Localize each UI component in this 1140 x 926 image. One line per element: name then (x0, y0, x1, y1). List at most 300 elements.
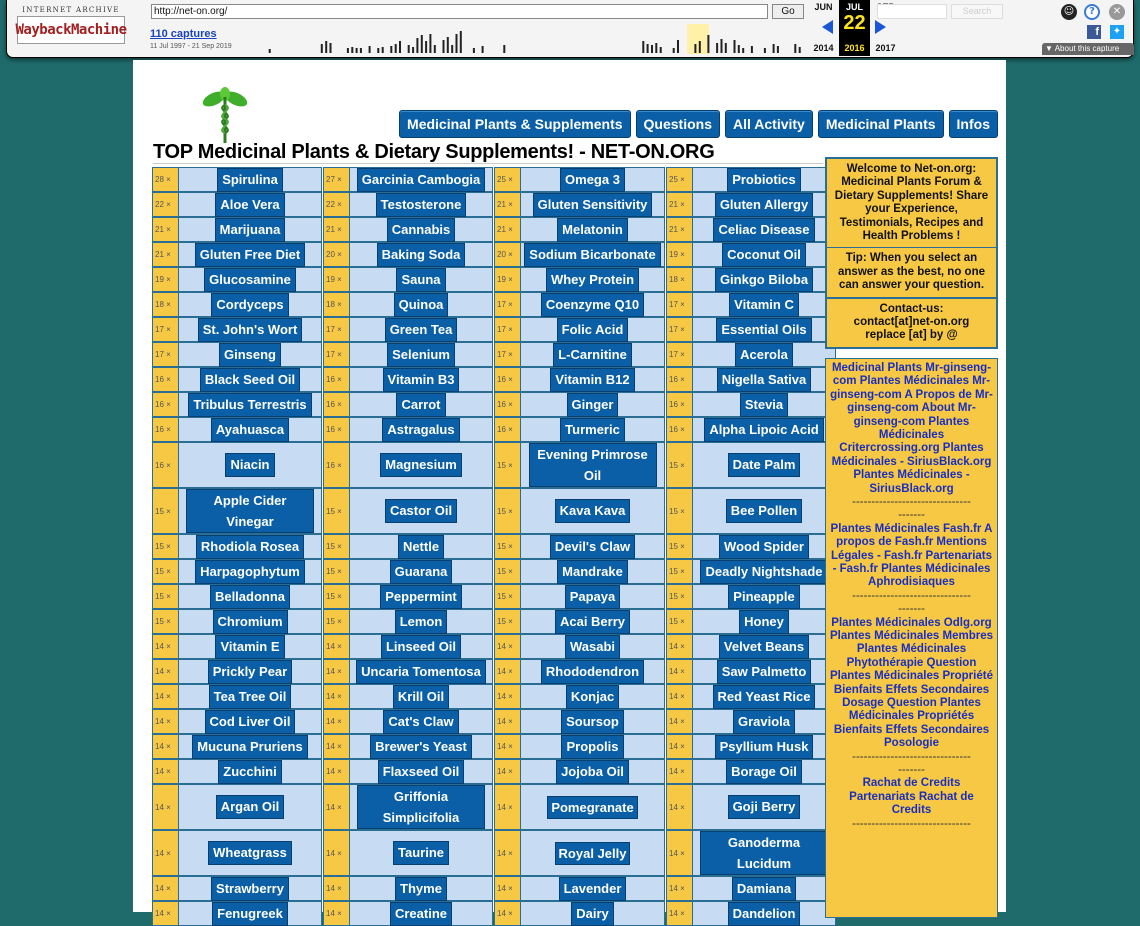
link-separator: ------------------------------- (852, 589, 971, 602)
tag-cell (666, 559, 836, 584)
sparkline-bar (482, 46, 484, 53)
wayback-search-input[interactable] (877, 4, 947, 19)
user-icon[interactable]: ☺ (1061, 4, 1077, 20)
tag-count: 28 × (153, 168, 179, 191)
tag-cell (666, 367, 836, 392)
tag-link[interactable]: Pomegranate (547, 796, 637, 819)
tag-label-cell (179, 168, 321, 191)
tag-link[interactable]: Pineapple (728, 585, 799, 609)
tag-link[interactable]: Nigella Sativa (717, 368, 812, 392)
tag-label-cell (350, 831, 492, 875)
partner-link[interactable]: Plantes Médicinales - SiriusBlack.org (831, 442, 992, 468)
tag-link[interactable]: Alpha Lipoic Acid (704, 418, 823, 442)
about-capture-label: About this capture (1054, 44, 1120, 53)
tag-link[interactable]: Vitamin B3 (383, 368, 460, 392)
tag-link[interactable]: Green Tea (385, 318, 458, 342)
tag-link[interactable]: Glucosamine (204, 268, 296, 292)
tag-row (152, 759, 824, 784)
tag-link[interactable]: Castor Oil (385, 499, 457, 523)
tag-label-cell (179, 393, 321, 416)
tag-link[interactable]: Folic Acid (557, 318, 629, 342)
partner-link[interactable]: Mentions Légales - Fash.fr (830, 536, 987, 562)
tag-row (152, 784, 824, 830)
tag-link[interactable]: Kava Kava (555, 499, 631, 523)
tag-cell (323, 709, 493, 734)
tag-link[interactable]: Devil's Claw (550, 535, 635, 559)
tag-label-cell (693, 343, 835, 366)
tag-cell (323, 534, 493, 559)
tag-link[interactable]: Astragalus (382, 418, 459, 442)
tag-link[interactable]: Tribulus Terrestris (188, 393, 311, 417)
captures-range: 11 Jul 1997 - 21 Sep 2019 (150, 43, 232, 50)
partner-link[interactable]: A Propos de Mr-ginseng-com (847, 388, 993, 415)
tag-link[interactable]: Essential Oils (716, 318, 811, 342)
tag-link[interactable]: Creatine (390, 902, 452, 926)
tag-count: 16 × (153, 368, 179, 391)
tag-count: 21 × (667, 218, 693, 241)
tag-count: 17 × (667, 343, 693, 366)
tag-link[interactable]: Omega 3 (560, 168, 625, 192)
tag-label-cell (521, 831, 664, 875)
tag-link[interactable]: Dandelion (728, 902, 801, 926)
tag-count: 14 × (495, 902, 521, 925)
tag-label-cell (350, 877, 492, 900)
sparkline-bar (503, 45, 505, 53)
tag-link[interactable]: Baking Soda (377, 243, 466, 267)
tag-link[interactable]: Magnesium (380, 453, 462, 477)
tag-cell (323, 192, 493, 217)
title-divider (153, 163, 823, 164)
tag-cell (666, 342, 836, 367)
sparkline-bar (647, 44, 649, 53)
tag-row (152, 684, 824, 709)
tag-label-cell (179, 243, 321, 266)
tag-link[interactable]: Zucchini (218, 760, 281, 784)
tag-link[interactable]: Tea Tree Oil (209, 685, 292, 709)
tag-link[interactable]: Marijuana (215, 218, 286, 242)
tag-cell (152, 784, 322, 830)
tag-count: 15 × (667, 610, 693, 633)
tag-link[interactable]: Flaxseed Oil (378, 760, 465, 784)
tag-link[interactable]: Guarana (390, 560, 453, 584)
tag-link[interactable]: Mandrake (557, 560, 628, 584)
tag-link[interactable]: Coenzyme Q10 (541, 293, 644, 317)
tag-count: 18 × (324, 293, 350, 316)
tag-count: 18 × (153, 293, 179, 316)
tag-link[interactable]: Propolis (561, 735, 623, 759)
tag-cell (666, 488, 836, 534)
tag-link[interactable]: Coconut Oil (722, 243, 806, 267)
tag-link[interactable]: Honey (739, 610, 789, 634)
partner-link[interactable]: Plantes Médicinales Odlg.org (831, 616, 992, 629)
tag-link[interactable]: Goji Berry (728, 795, 801, 819)
tag-cell (323, 367, 493, 392)
tag-count: 14 × (667, 831, 693, 875)
tag-link[interactable]: Jojoba Oil (556, 760, 629, 784)
tag-link[interactable]: Bee Pollen (726, 499, 802, 523)
link-separator-short: ------- (898, 509, 925, 522)
tag-cell (323, 267, 493, 292)
tag-cell (152, 292, 322, 317)
tag-cell (152, 759, 322, 784)
tag-count: 15 × (495, 443, 521, 487)
tag-link[interactable]: Cannabis (387, 218, 456, 242)
tag-count: 17 × (324, 343, 350, 366)
tag-label-cell (693, 243, 835, 266)
tag-link[interactable]: Ganoderma Lucidum (700, 831, 828, 875)
tag-link[interactable]: Carrot (396, 393, 445, 417)
tag-link[interactable]: Wood Spider (719, 535, 809, 559)
tag-count: 20 × (495, 243, 521, 266)
tag-label-cell (179, 585, 321, 608)
tag-count: 14 × (667, 760, 693, 783)
tag-link[interactable]: L-Carnitine (553, 343, 632, 367)
tag-link[interactable]: Sodium Bicarbonate (524, 243, 660, 267)
next-capture-arrow-icon[interactable] (875, 20, 886, 34)
tag-link[interactable]: Turmeric (560, 418, 625, 442)
tag-count: 18 × (667, 268, 693, 291)
tag-label-cell (693, 268, 835, 291)
tag-link[interactable]: Deadly Nightshade (700, 560, 827, 584)
nav-all-activity[interactable]: All Activity (725, 110, 813, 138)
link-separator-short: ------- (898, 603, 925, 616)
tag-link[interactable]: Royal Jelly (555, 842, 631, 865)
partner-link[interactable]: Plantes Médicinales Critercrossing.org (839, 415, 970, 455)
tag-link[interactable]: Ginseng (219, 343, 281, 367)
sparkline-bar (794, 44, 796, 53)
url-input[interactable]: http://net-on.org/ (151, 4, 768, 19)
tag-row (152, 659, 824, 684)
tag-count: 20 × (324, 243, 350, 266)
sparkline-bar (694, 44, 696, 53)
tag-count: 16 × (667, 418, 693, 441)
tag-link[interactable]: Konjac (566, 685, 619, 709)
tag-count: 14 × (495, 635, 521, 658)
contact-email: contact[at]net-on.org (853, 316, 970, 329)
tag-link[interactable]: Lemon (395, 610, 448, 634)
tag-label-cell (350, 393, 492, 416)
sparkline-bar (721, 39, 723, 53)
tag-link[interactable]: Wheatgrass (208, 841, 292, 865)
tag-link[interactable]: Stevia (740, 393, 788, 417)
tag-link[interactable]: Apple Cider Vinegar (186, 489, 314, 533)
sparkline-bar (699, 41, 701, 53)
partner-link[interactable]: Plantes Médicinales Mr-ginseng-com (830, 375, 991, 401)
tag-label-cell (521, 785, 664, 829)
sparkline-bar (369, 46, 371, 53)
tag-link[interactable]: Sauna (396, 268, 445, 292)
partner-link[interactable]: Medicinal Plants Mr-ginseng-com (831, 361, 992, 388)
tag-link[interactable]: Aloe Vera (215, 193, 284, 217)
tag-link[interactable]: Gluten Sensitivity (533, 193, 653, 217)
tag-link[interactable]: Gluten Free Diet (195, 243, 305, 267)
tag-label-cell (521, 877, 664, 900)
tag-cell (494, 634, 665, 659)
main-nav (399, 110, 998, 138)
tag-cell (494, 317, 665, 342)
tag-count: 16 × (324, 443, 350, 487)
wayback-search-button[interactable]: Search (951, 4, 1003, 19)
tag-label-cell (350, 443, 492, 487)
facebook-icon[interactable]: f (1087, 25, 1101, 39)
tag-count: 15 × (324, 585, 350, 608)
tag-link[interactable]: Damiana (732, 877, 796, 901)
partner-link[interactable]: Plantes Médicinales - SiriusBlack.org (853, 469, 970, 495)
tag-link[interactable]: Cordyceps (211, 293, 288, 317)
tag-label-cell (693, 193, 835, 216)
partner-link[interactable]: Plantes Médicinales Aphrodisiaques (868, 562, 991, 589)
nav-medicinal-plants[interactable]: Medicinal Plants (818, 110, 944, 138)
tag-label-cell (350, 560, 492, 583)
partner-link[interactable]: Partenariats - Fash.fr (832, 549, 993, 575)
tag-label-cell (179, 535, 321, 558)
tag-link[interactable]: Griffonia Simplicifolia (357, 785, 485, 829)
tag-link[interactable]: Vitamin B12 (550, 368, 634, 392)
tag-cell (494, 488, 665, 534)
contact-note: replace [at] by @ (865, 329, 958, 342)
sparkline-bar (321, 44, 323, 53)
tag-cell (666, 734, 836, 759)
help-icon[interactable]: ? (1084, 4, 1100, 20)
tag-link[interactable]: Krill Oil (393, 685, 449, 709)
tag-link[interactable]: Gluten Allergy (715, 193, 813, 217)
tag-link[interactable]: Red Yeast Rice (713, 685, 816, 709)
tag-link[interactable]: Acerola (735, 343, 793, 367)
tag-link[interactable]: Rhododendron (541, 660, 644, 684)
sparkline-bar (660, 47, 662, 53)
partner-link[interactable]: Rachat de Credits (862, 777, 961, 790)
tag-link[interactable]: Cod Liver Oil (205, 710, 296, 734)
tag-link[interactable]: Selenium (387, 343, 455, 367)
caduceus-leaf-icon[interactable] (200, 87, 250, 145)
tag-link[interactable]: Niacin (225, 453, 274, 477)
tag-link[interactable]: Rhodiola Rosea (196, 535, 304, 559)
tag-count: 15 × (667, 443, 693, 487)
tag-label-cell (521, 610, 664, 633)
tag-cell (152, 559, 322, 584)
tag-count: 21 × (153, 243, 179, 266)
tag-count: 15 × (495, 610, 521, 633)
tag-count: 14 × (667, 877, 693, 900)
tag-cell (323, 734, 493, 759)
nav-infos[interactable]: Infos (949, 110, 998, 138)
go-button[interactable]: Go (772, 4, 804, 19)
tag-link[interactable]: Ginger (567, 393, 619, 417)
sparkline-bar (447, 37, 449, 53)
partner-link[interactable]: Plantes Médicinales Fash.fr (830, 522, 982, 535)
day-current-label: 22 (843, 12, 866, 34)
link-group (830, 777, 993, 817)
captures-link[interactable]: 110 captures (150, 28, 217, 40)
tag-link[interactable]: Saw Palmetto (717, 660, 812, 684)
partner-link[interactable]: Plantes Médicinales Phytothérapie Question (846, 643, 977, 669)
partner-link[interactable]: About Mr-ginseng-com (853, 402, 976, 428)
tag-cell (666, 267, 836, 292)
tag-link[interactable]: Argan Oil (216, 795, 285, 819)
tag-label-cell (693, 831, 835, 875)
partner-link[interactable]: A propos de Fash.fr (836, 522, 993, 549)
nav-questions[interactable]: Questions (636, 110, 720, 138)
tag-link[interactable]: Whey Protein (546, 268, 639, 292)
twitter-icon[interactable]: ✦ (1110, 25, 1124, 39)
partner-link[interactable]: Partenariats Rachat de Credits (849, 790, 974, 817)
tag-link[interactable]: Harpagophytum (195, 560, 305, 584)
tag-count: 14 × (153, 877, 179, 900)
tag-count: 15 × (153, 489, 179, 533)
tag-link[interactable]: Prickly Pear (208, 660, 292, 684)
sparkline-bar (399, 41, 401, 53)
tag-count: 17 × (495, 318, 521, 341)
link-group (830, 617, 993, 751)
tag-label-cell (693, 735, 835, 758)
tag-count: 25 × (667, 168, 693, 191)
tag-cell (152, 609, 322, 634)
tag-link[interactable]: Garcinia Cambogia (357, 168, 485, 192)
tag-row (152, 488, 824, 534)
tag-count: 14 × (495, 785, 521, 829)
tag-label-cell (521, 635, 664, 658)
tag-link[interactable]: Velvet Beans (719, 635, 809, 659)
prev-capture-arrow-icon[interactable] (822, 20, 833, 34)
tag-link[interactable]: Vitamin E (215, 635, 284, 659)
tag-link[interactable]: Celiac Disease (713, 218, 814, 242)
tag-link[interactable]: Thyme (395, 877, 447, 901)
tag-link[interactable]: Cat's Claw (383, 710, 458, 734)
tag-label-cell (350, 418, 492, 441)
tag-link[interactable]: Ayahuasca (211, 418, 289, 442)
partner-link[interactable]: Plantes Médicinales Membres (830, 630, 993, 642)
tag-label-cell (521, 710, 664, 733)
tag-row (152, 417, 824, 442)
tag-link[interactable]: Papaya (565, 585, 621, 609)
sidebar (825, 157, 998, 918)
tag-link[interactable]: Evening Primrose Oil (529, 443, 657, 487)
tag-link[interactable]: Lavender (559, 877, 627, 901)
tag-link[interactable]: Linseed Oil (381, 635, 461, 659)
tag-label-cell (521, 443, 664, 487)
tag-cell (152, 684, 322, 709)
tag-count: 17 × (153, 318, 179, 341)
tag-link[interactable]: Probiotics (727, 168, 801, 192)
tag-label-cell (521, 168, 664, 191)
tag-cell (323, 317, 493, 342)
tag-cell (494, 534, 665, 559)
tag-count: 15 × (324, 535, 350, 558)
tag-cell (494, 192, 665, 217)
captures-sparkline[interactable] (247, 24, 803, 54)
tag-row (152, 709, 824, 734)
link-separator-short: ------- (898, 764, 925, 777)
tag-label-cell (693, 710, 835, 733)
close-icon[interactable]: ✕ (1109, 4, 1125, 20)
tag-cell (152, 488, 322, 534)
tag-label-cell (350, 489, 492, 533)
tag-count: 15 × (324, 489, 350, 533)
tag-cell (152, 442, 322, 488)
tag-link[interactable]: St. John's Wort (198, 318, 303, 342)
tag-count: 22 × (324, 193, 350, 216)
tag-link[interactable]: Graviola (733, 710, 795, 734)
tag-link[interactable]: Brewer's Yeast (370, 735, 472, 759)
tag-link[interactable]: Date Palm (728, 453, 801, 477)
tag-label-cell (693, 902, 835, 925)
tag-link[interactable]: Quinoa (394, 293, 449, 317)
tag-cell (494, 342, 665, 367)
tag-link[interactable]: Spirulina (217, 168, 283, 192)
tag-row (152, 442, 824, 488)
tag-label-cell (350, 902, 492, 925)
tag-cell (666, 830, 836, 876)
tag-label-cell (521, 243, 664, 266)
month-current (839, 0, 870, 56)
partner-link[interactable]: Plantes Médicinales Propriété Bienfaits Effets Secondaires Dosage (830, 670, 993, 710)
tag-link[interactable]: Uncaria Tomentosa (356, 660, 486, 684)
wayback-toolbar (6, 0, 1134, 58)
wayback-logo[interactable] (17, 6, 125, 46)
tag-label-cell (350, 343, 492, 366)
tag-link[interactable]: Dairy (571, 902, 614, 926)
tag-link[interactable]: Strawberry (211, 877, 289, 901)
tag-link[interactable]: Mucuna Pruriens (192, 735, 307, 759)
tag-link[interactable]: Soursop (561, 710, 624, 734)
sparkline-bar (777, 46, 779, 53)
year-next-label: 2017 (875, 43, 896, 53)
tag-link[interactable]: Peppermint (380, 585, 462, 609)
tag-link[interactable]: Nettle (398, 535, 444, 559)
sparkline-bar (356, 48, 358, 53)
tag-link[interactable]: Melatonin (557, 218, 628, 242)
sparkline-bar (443, 40, 445, 53)
tag-count: 16 × (324, 418, 350, 441)
tag-label-cell (521, 418, 664, 441)
sparkline-bar (347, 48, 349, 53)
about-capture-button[interactable]: ▼ About this capture (1042, 43, 1134, 55)
tag-link[interactable]: Taurine (393, 841, 449, 865)
tag-link[interactable]: Fenugreek (212, 902, 288, 926)
year-current-label: 2016 (844, 43, 865, 53)
tag-link[interactable]: Chromium (213, 610, 288, 634)
partner-link[interactable]: Question Plantes Médicinales Propriétés Bienfaits Effets Secondaires Posologie (833, 697, 990, 750)
tag-row (152, 217, 824, 242)
tag-link[interactable]: Belladonna (210, 585, 290, 609)
tag-link[interactable]: Vitamin C (729, 293, 799, 317)
tag-count: 16 × (153, 418, 179, 441)
tag-link[interactable]: Black Seed Oil (200, 368, 300, 392)
tag-count: 16 × (153, 393, 179, 416)
tag-cell (494, 267, 665, 292)
tag-cell (494, 417, 665, 442)
tag-link[interactable]: Wasabi (565, 635, 620, 659)
tag-label-cell (350, 535, 492, 558)
nav-medicinal-plants-supplements[interactable]: Medicinal Plants & Supplements (399, 110, 631, 138)
tag-grid (152, 167, 824, 926)
tag-link[interactable]: Testosterone (376, 193, 467, 217)
tag-link[interactable]: Psyllium Husk (715, 735, 814, 759)
tag-cell (152, 584, 322, 609)
tag-label-cell (179, 268, 321, 291)
tag-row (152, 392, 824, 417)
tag-link[interactable]: Borage Oil (726, 760, 802, 784)
tag-count: 15 × (495, 560, 521, 583)
tag-label-cell (350, 168, 492, 191)
partner-links (825, 358, 998, 918)
tag-cell (666, 784, 836, 830)
sparkline-bar (764, 48, 766, 53)
tag-count: 14 × (153, 902, 179, 925)
tag-link[interactable]: Acai Berry (555, 610, 630, 634)
tag-label-cell (179, 418, 321, 441)
tag-link[interactable]: Ginkgo Biloba (715, 268, 813, 292)
